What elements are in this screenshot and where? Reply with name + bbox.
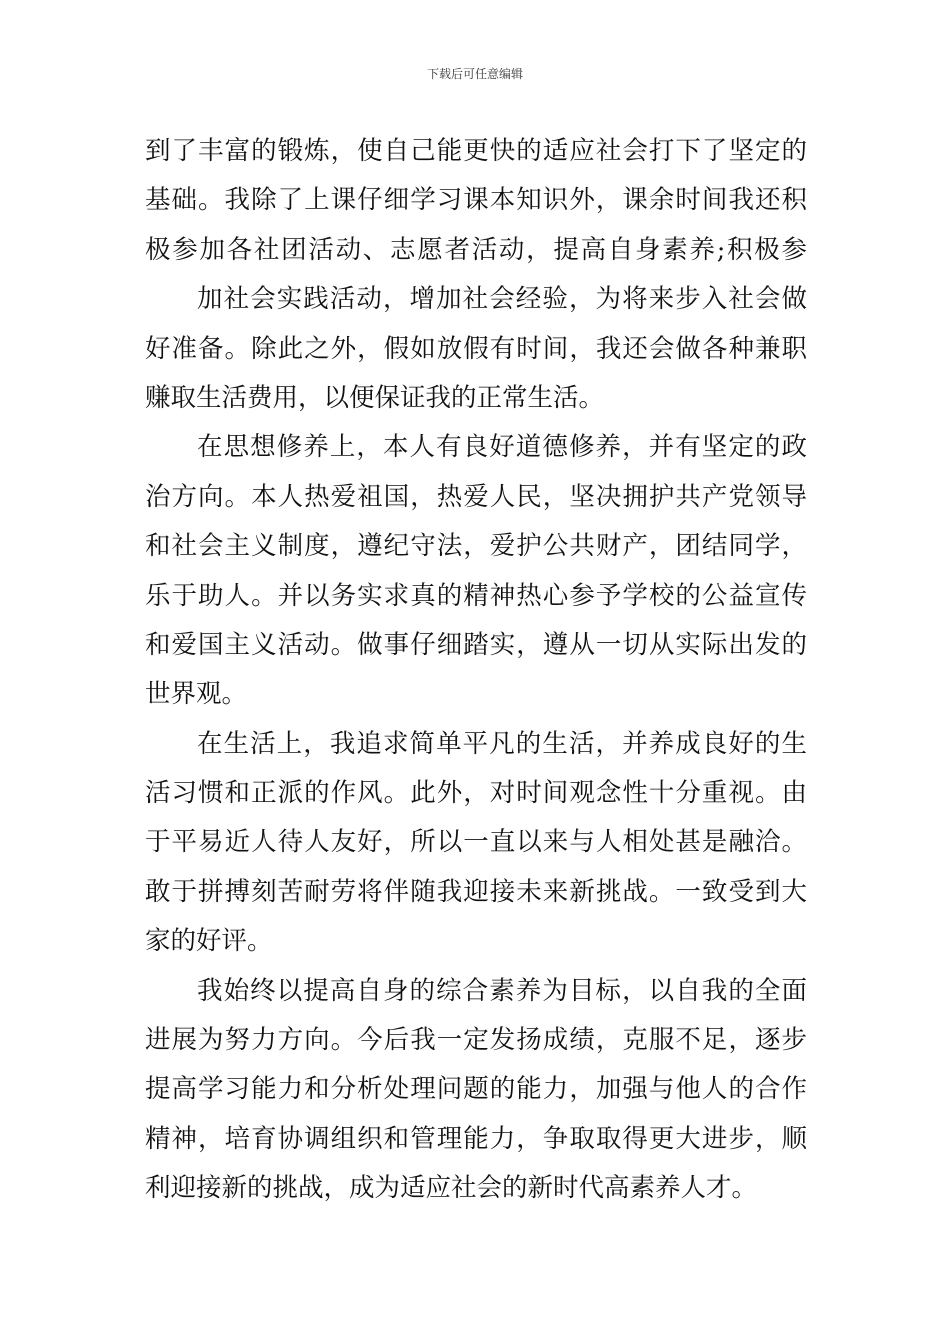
paragraph-4 bbox=[145, 720, 807, 967]
paragraph-1 bbox=[145, 127, 807, 275]
document-body bbox=[145, 127, 807, 1214]
text-line: 乐于助人。并以务实求真的精神热心参予学校的公益宣传 bbox=[145, 580, 807, 611]
text-line: 在思想修养上，本人有良好道德修养，并有坚定的政 bbox=[197, 432, 807, 463]
page-header: 下载后可任意编辑 bbox=[426, 67, 523, 81]
text-line: 在生活上，我追求简单平凡的生活，并养成良好的生 bbox=[197, 728, 807, 759]
text-line: 家的好评。 bbox=[145, 926, 273, 957]
text-line: 世界观。 bbox=[145, 679, 248, 710]
paragraph-2 bbox=[145, 275, 807, 423]
text-line: 到了丰富的锻炼，使自己能更快的适应社会打下了坚定的 bbox=[145, 136, 807, 166]
text-line: 敢于拼搏刻苦耐劳将伴随我迎接未来新挑战。一致受到大 bbox=[145, 876, 807, 907]
text-line: 好准备。除此之外，假如放假有时间，我还会做各种兼职 bbox=[145, 333, 807, 364]
text-line: 进展为努力方向。今后我一定发扬成绩，克服不足，逐步 bbox=[145, 1025, 807, 1056]
text-line: 我始终以提高自身的综合素养为目标，以自我的全面 bbox=[197, 975, 807, 1006]
text-line: 于平易近人待人友好，所以一直以来与人相处甚是融洽。 bbox=[145, 827, 807, 858]
text-line: 活习惯和正派的作风。此外，对时间观念性十分重视。由 bbox=[145, 778, 807, 809]
text-line: 极参加各社团活动、志愿者活动，提高自身素养;积极参 bbox=[145, 234, 807, 265]
paragraph-5 bbox=[145, 967, 807, 1214]
text-line: 赚取生活费用，以便保证我的正常生活。 bbox=[145, 382, 605, 413]
text-line: 加社会实践活动，增加社会经验，为将来步入社会做 bbox=[197, 284, 807, 315]
text-line: 利迎接新的挑战，成为适应社会的新时代高素养人才。 bbox=[145, 1173, 758, 1204]
text-line: 治方向。本人热爱祖国，热爱人民，坚决拥护共产党领导 bbox=[145, 481, 807, 512]
text-line: 提高学习能力和分析处理问题的能力，加强与他人的合作 bbox=[145, 1074, 807, 1105]
text-line: 精神，培育协调组织和管理能力，争取取得更大进步，顺 bbox=[145, 1123, 807, 1154]
paragraph-3 bbox=[145, 423, 807, 719]
text-line: 和爱国主义活动。做事仔细踏实，遵从一切从实际出发的 bbox=[145, 629, 807, 660]
text-line: 基础。我除了上课仔细学习课本知识外，课余时间我还积 bbox=[145, 185, 807, 216]
text-line: 和社会主义制度，遵纪守法，爱护公共财产，团结同学， bbox=[145, 531, 807, 562]
